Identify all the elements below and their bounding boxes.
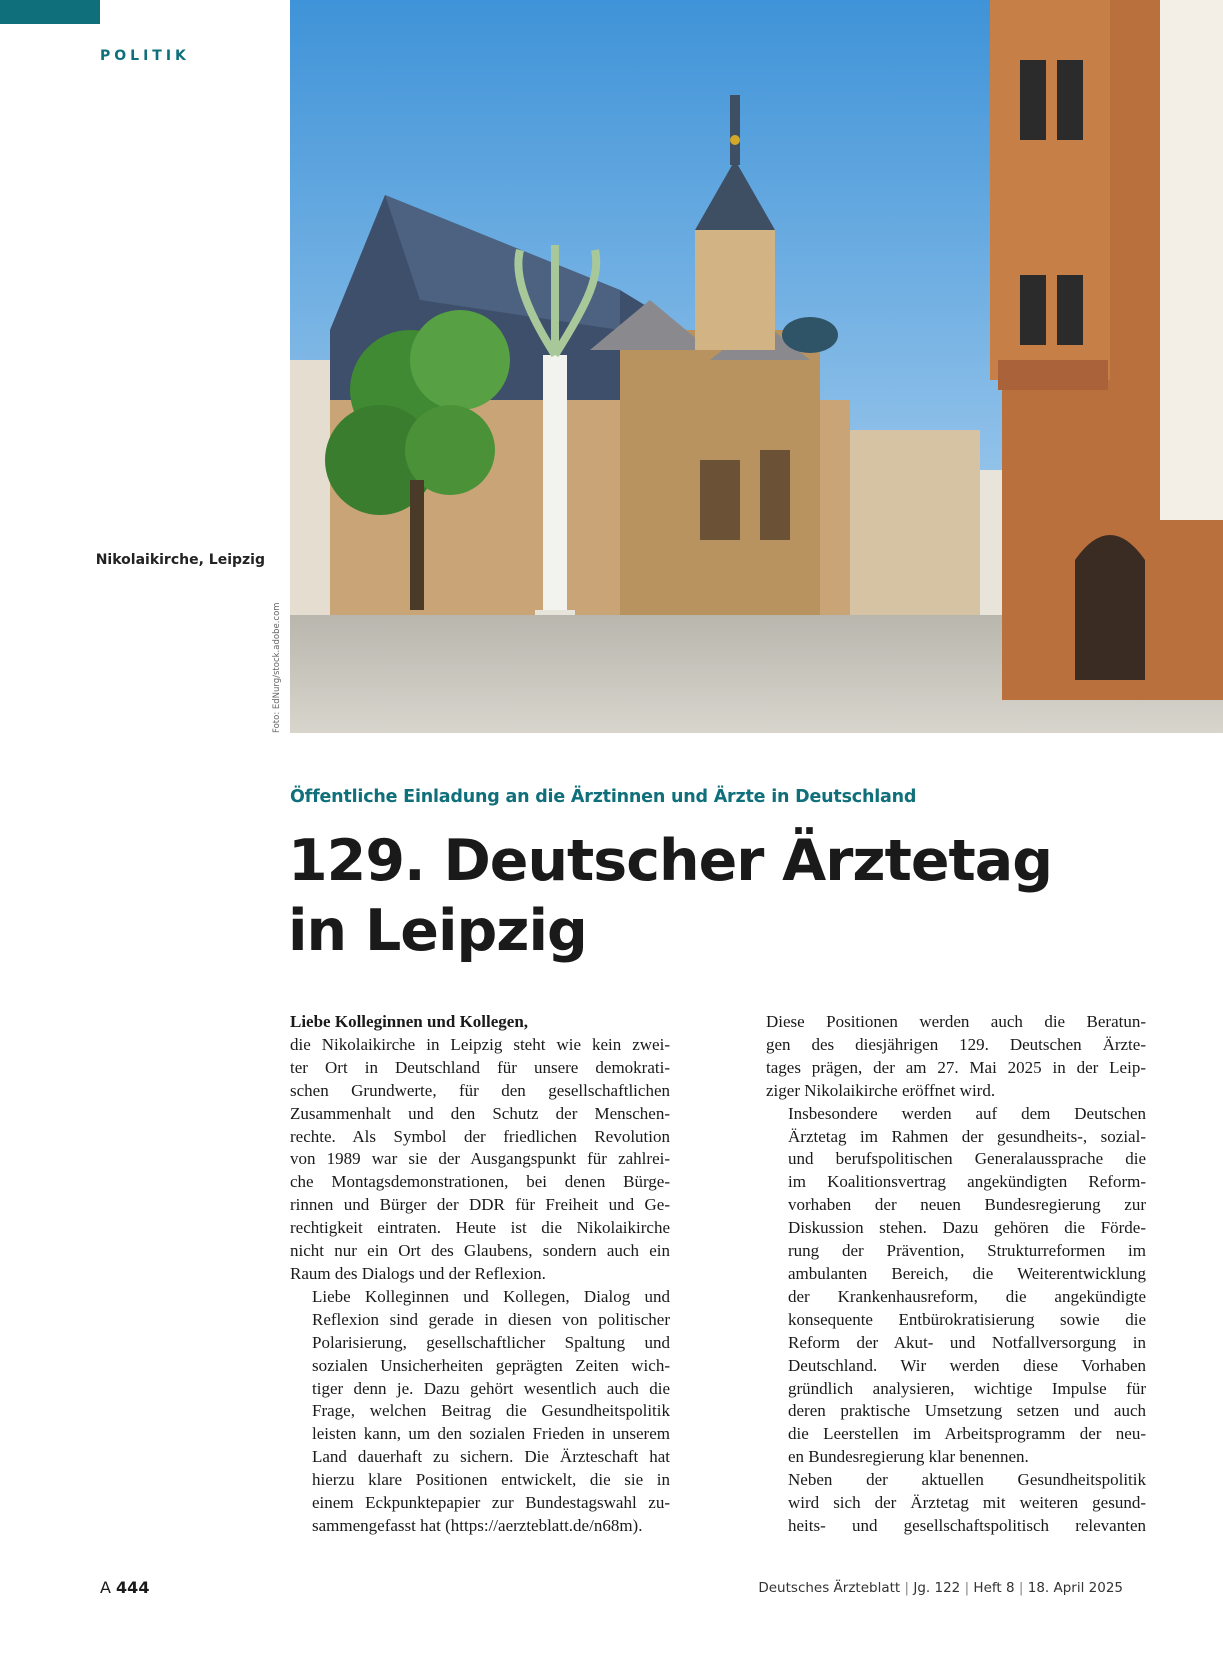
text-line: schen Grundwerte, für den gesellschaftlichen: [290, 1080, 670, 1100]
text-line: leisten kann, um den sozialen Frieden in unserem: [312, 1424, 670, 1444]
text-line: che Montagsdemonstrationen, bei denen Bürge-: [290, 1172, 670, 1192]
text-line: im Koalitionsvertrag angekündigten Reform-: [788, 1172, 1146, 1192]
text-line: Land dauerhaft zu sichern. Die Ärzteschaft hat: [312, 1447, 670, 1467]
article-kicker: Öffentliche Einladung an die Ärztinnen und Ärzte in Deutschland: [290, 787, 917, 807]
paragraph-4: [766, 1103, 1146, 1470]
text-line: gründlich analysieren, wichtige Impulse für: [788, 1378, 1146, 1398]
text-line: Reflexion sind gerade in diesen von politischer: [312, 1309, 670, 1329]
text-line: vorhaben der neuen Bundesregierung zur: [788, 1195, 1146, 1215]
photo-credit: Foto: EdNurg/stock.adobe.com: [272, 602, 282, 733]
article-title: [288, 826, 1052, 966]
text-line: einem Eckpunktepapier zur Bundestagswahl zu-: [312, 1493, 670, 1513]
text-line: rechte. Als Symbol der friedlichen Revolution: [290, 1126, 670, 1146]
page-number-value: 444: [116, 1578, 150, 1597]
text-line: und berufspolitischen Generalaussprache die: [788, 1149, 1146, 1169]
text-line: konsequente Entbürokratisierung sowie die: [788, 1309, 1146, 1329]
corner-accent-bar: [0, 0, 100, 24]
text-line: ziger Nikolaikirche eröffnet wird.: [766, 1080, 996, 1100]
text-line: rung der Prävention, Strukturreformen im: [788, 1241, 1146, 1261]
text-line: die Nikolaikirche in Leipzig steht wie kein zwei-: [290, 1034, 670, 1054]
text-line: deren praktische Umsetzung setzen und auch: [788, 1401, 1146, 1421]
nikolaikirche-illustration: [290, 0, 1223, 733]
paragraph-3: [766, 1011, 1146, 1103]
text-line: gen des diesjährigen 129. Deutschen Ärzte-: [766, 1034, 1146, 1054]
text-line: tiger denn je. Dazu gehört wesentlich auch die: [312, 1378, 670, 1398]
text-line: von 1989 war sie der Ausgangspunkt für zahlrei-: [290, 1149, 670, 1169]
paragraph-1: [290, 1011, 670, 1286]
text-line: tages prägen, der am 27. Mai 2025 in der Leip-: [766, 1057, 1146, 1077]
text-line: Liebe Kolleginnen und Kollegen, Dialog und: [312, 1286, 670, 1306]
text-line: Deutschland. Wir werden diese Vorhaben: [788, 1355, 1146, 1375]
paragraph-2: [290, 1286, 670, 1538]
publication-name: Deutsches Ärzteblatt: [758, 1580, 901, 1596]
section-label: POLITIK: [100, 48, 190, 64]
text-line: sammengefasst hat (https://aerzteblatt.de/n68m).: [312, 1515, 643, 1535]
paragraph-5: [766, 1469, 1146, 1538]
title-line-1: 129. Deutscher Ärztetag: [288, 828, 1053, 894]
text-line: Ärztetag im Rahmen der gesundheits-, sozial-: [788, 1126, 1146, 1146]
article-column-left: [290, 1011, 670, 1538]
text-line: die Leerstellen im Arbeitsprogramm der neu-: [788, 1424, 1146, 1444]
text-line: Neben der aktuellen Gesundheitspolitik: [788, 1470, 1146, 1490]
text-line: nicht nur ein Ort des Glaubens, sondern auch ein: [290, 1241, 670, 1261]
photo-caption: Nikolaikirche, Leipzig: [95, 552, 265, 568]
text-line: ter Ort in Deutschland für unsere demokrati-: [290, 1057, 670, 1077]
text-line: Insbesondere werden auf dem Deutschen: [788, 1103, 1146, 1123]
text-line: der Krankenhausreform, die angekündigte: [788, 1286, 1146, 1306]
text-line: Diese Positionen werden auch die Beratun-: [766, 1012, 1146, 1031]
issue-date: 18. April 2025: [1027, 1580, 1123, 1596]
text-line: rinnen und Bürger der DDR für Freiheit und Ge-: [290, 1195, 670, 1215]
text-line: wird sich der Ärztetag mit weiteren gesund-: [788, 1493, 1146, 1513]
text-line: rechtigkeit eintraten. Heute ist die Nikolaikirche: [290, 1218, 670, 1238]
text-line: Polarisierung, gesellschaftlicher Spaltung und: [312, 1332, 670, 1352]
issue: Heft 8: [973, 1580, 1015, 1596]
text-line: Diskussion stehen. Dazu gehören die Förde-: [788, 1218, 1146, 1238]
text-line: sozialen Unsicherheiten geprägten Zeiten wich-: [312, 1355, 670, 1375]
text-line: en Bundesregierung klar benennen.: [788, 1447, 1029, 1467]
text-line: Raum des Dialogs und der Reflexion.: [290, 1263, 546, 1283]
text-line: Zusammenhalt und den Schutz der Menschen-: [290, 1103, 670, 1123]
text-line: Reform der Akut- und Notfallversorgung in: [788, 1332, 1146, 1352]
title-line-2: in Leipzig: [288, 898, 587, 964]
text-line: ambulanten Bereich, die Weiterentwicklung: [788, 1263, 1146, 1283]
text-line: heits- und gesellschaftspolitisch relevanten: [788, 1515, 1146, 1535]
text-line: hierzu klare Positionen entwickelt, die sie in: [312, 1470, 670, 1490]
volume: Jg. 122: [913, 1580, 961, 1596]
article-photo: [290, 0, 1223, 733]
publication-info: Deutsches Ärzteblatt | Jg. 122 | Heft 8 | 18. April 2025: [758, 1580, 1123, 1596]
page-prefix: A: [100, 1578, 111, 1597]
page-number: [100, 1578, 149, 1597]
article-column-right: [766, 1011, 1146, 1538]
salutation: Liebe Kolleginnen und Kollegen,: [290, 1012, 529, 1031]
text-line: Frage, welchen Beitrag die Gesundheitspolitik: [312, 1401, 670, 1421]
